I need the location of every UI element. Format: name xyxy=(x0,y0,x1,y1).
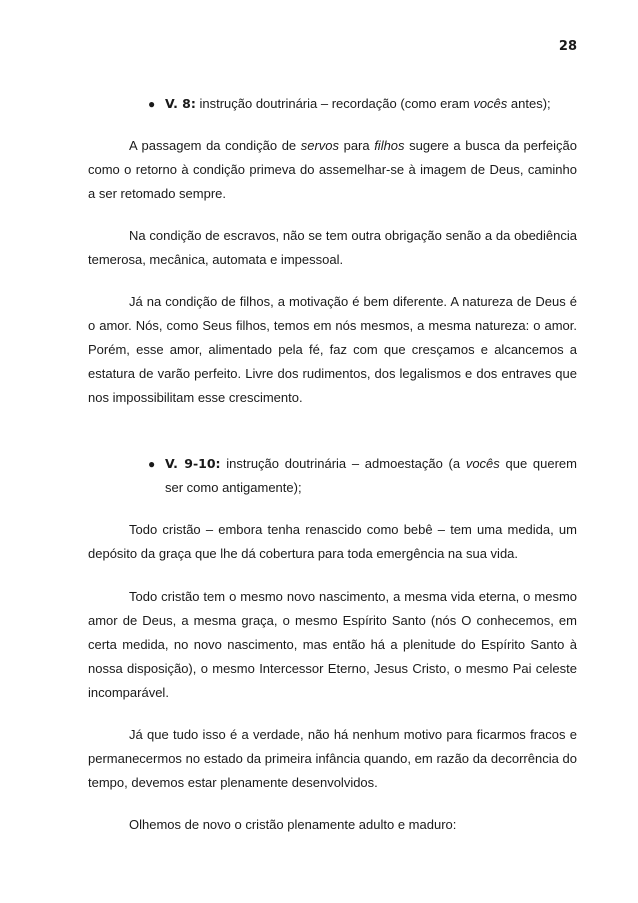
paragraph-italic: servos xyxy=(300,138,340,153)
bullet-italic: vocês xyxy=(473,96,508,111)
bullet-verse-9-10 xyxy=(88,452,577,500)
bullet-icon: ● xyxy=(148,457,156,471)
verse-label: V. 8: xyxy=(165,96,196,111)
paragraph-3: Já na condição de filhos, a motivação é bem diferente. A natureza de Deus é o amor. Nós, como Seus filhos, temos em nós mesmos, a mesma natureza: o amor. Porém, esse amor, alimentado pela fé, faz com que cresçamos e alcancemos a estatura de varão perfeito. Livre dos rudimentos, dos legalismos e dos entraves que nos impossibilitam esse crescimento. xyxy=(88,294,577,405)
bullet-verse-8-text xyxy=(165,92,577,116)
bullet-italic: vocês xyxy=(465,456,500,471)
bullet-icon: ● xyxy=(148,97,156,111)
paragraph-4: Todo cristão – embora tenha renascido como bebê – tem uma medida, um depósito da graça que lhe dá cobertura para toda emergência na sua vida. xyxy=(88,522,577,561)
bullet-text: instrução doutrinária – recordação (como eram xyxy=(195,96,474,111)
bullet-text: instrução doutrinária – admoestação (a xyxy=(220,456,466,471)
paragraph-text: A passagem da condição de xyxy=(129,138,301,153)
paragraph-5: Todo cristão tem o mesmo novo nascimento, a mesma vida eterna, o mesmo amor de Deus, a mesma graça, o mesmo Espírito Santo (nós O conhecemos, em certa medida, no novo nascimento, mas então há a plenitude do Espírito Santo à nossa disposição), o mesmo Intercessor Eterno, Jesus Cristo, o mesmo Pai celeste incomparável. xyxy=(88,589,577,700)
page-number: 28 xyxy=(558,39,577,54)
bullet-text: que querem ser como antigamente); xyxy=(165,456,577,495)
paragraph-6: Já que tudo isso é a verdade, não há nenhum motivo para ficarmos fracos e permanecermos no estado da primeira infância quando, em razão da decorrência do tempo, devemos estar plenamente desenvolvidos. xyxy=(88,727,577,790)
paragraph-2: Na condição de escravos, não se tem outra obrigação senão a da obediência temerosa, mecânica, automata e impessoal. xyxy=(88,228,577,267)
paragraph-1 xyxy=(88,134,577,206)
bullet-text: antes); xyxy=(507,96,551,111)
verse-label: V. 9-10: xyxy=(165,456,221,471)
paragraph-text: sugere a busca da perfeição como o retorno à condição primeva do assemelhar-se à imagem de Deus, caminho a ser retomado sempre. xyxy=(88,138,577,201)
paragraph-italic: filhos xyxy=(374,138,405,153)
paragraph-7: Olhemos de novo o cristão plenamente adulto e maduro: xyxy=(129,817,457,832)
bullet-verse-8 xyxy=(88,92,577,116)
bullet-verse-9-10-text xyxy=(165,452,577,500)
document-body xyxy=(88,92,577,837)
paragraph-text: para xyxy=(339,138,375,153)
